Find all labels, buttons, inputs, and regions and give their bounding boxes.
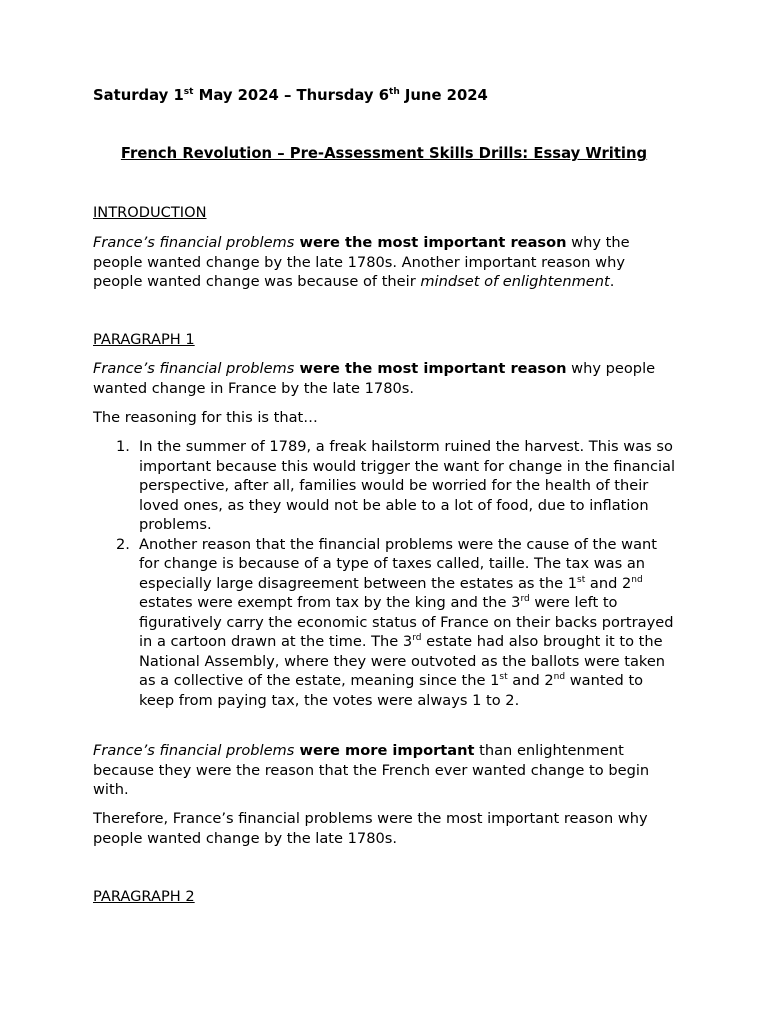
date-superscript: st xyxy=(183,87,194,97)
date-text: Saturday 1 xyxy=(93,87,184,104)
bold-text: were the most important reason xyxy=(294,234,567,251)
date-text: May 2024 – Thursday 6 xyxy=(193,87,390,104)
date-text: June 2024 xyxy=(399,87,488,104)
bold-text: were the most important reason xyxy=(294,360,567,377)
paragraph2-heading: PARAGRAPH 2 xyxy=(93,888,195,905)
list-number: 2. xyxy=(116,535,130,553)
body-text: why people wanted change in France by the late 1780s. xyxy=(93,360,656,397)
body-text: wanted to keep from paying tax, the votes were always 1 to 2. xyxy=(139,672,644,709)
ordinal-superscript: rd xyxy=(520,594,530,604)
paragraph1-heading: PARAGRAPH 1 xyxy=(93,331,195,348)
ordinal-superscript: st xyxy=(499,672,508,682)
bold-text: were more important xyxy=(294,742,475,759)
list-number: 1. xyxy=(116,438,130,455)
body-text: . xyxy=(609,273,615,290)
body-text: and 2 xyxy=(585,574,632,592)
body-text: Another reason that the financial problems were the cause of the want for change is because of a type of taxes called, taille. The tax was an especially large disagreement between the estates as the 1 xyxy=(139,535,657,592)
conclusion-paragraph: Therefore, France’s financial problems were the most important reason why people wanted change by the late 1780s. xyxy=(93,810,648,847)
body-text: were left to figuratively carry the economic status of France on their backs portrayed in a cartoon drawn at the time. The 3 xyxy=(139,594,674,650)
body-text: estates were exempt from tax by the king and the 3 xyxy=(139,594,521,611)
introduction-paragraph xyxy=(93,233,673,292)
emphasis-text: France’s financial problems xyxy=(93,360,295,377)
emphasis-text: France’s financial problems xyxy=(93,742,295,759)
body-text: why the people wanted change by the late 1780s. Another important reason why people wanted change was because of their xyxy=(93,234,630,290)
ordinal-superscript: nd xyxy=(553,672,566,682)
body-text: than enlightenment because they were the reason that the French ever wanted change to begin with. xyxy=(93,742,650,798)
emphasis-text: mindset of enlightenment xyxy=(420,273,610,290)
list-item-text: In the summer of 1789, a freak hailstorm ruined the harvest. This was so important because this would trigger the want for change in the financial perspective, after all, families would be worried for the health of their loved ones, as they would not be able to a lot of food, due to inflation problems. xyxy=(139,438,676,533)
ordinal-superscript: rd xyxy=(412,633,422,643)
reasoning-intro: The reasoning for this is that… xyxy=(93,409,318,426)
list-item-text xyxy=(139,536,673,709)
comparison-paragraph xyxy=(93,741,673,800)
list-item xyxy=(93,535,678,711)
emphasis-text: France’s financial problems xyxy=(93,234,295,251)
body-text: estate had also brought it to the National Assembly, where they were outvoted as the ballots were taken as a collective of the estate, meaning since the 1 xyxy=(139,633,666,689)
paragraph1-topic-sentence xyxy=(93,359,673,398)
introduction-heading: INTRODUCTION xyxy=(93,204,207,221)
ordinal-superscript: nd xyxy=(631,574,643,585)
reasons-list xyxy=(93,437,678,710)
list-item xyxy=(93,437,678,535)
date-superscript: th xyxy=(389,87,400,97)
body-text: and 2 xyxy=(507,672,554,689)
date-range xyxy=(93,86,488,106)
document-title: French Revolution – Pre-Assessment Skills Drills: Essay Writing xyxy=(120,145,648,162)
ordinal-superscript: st xyxy=(577,574,586,585)
